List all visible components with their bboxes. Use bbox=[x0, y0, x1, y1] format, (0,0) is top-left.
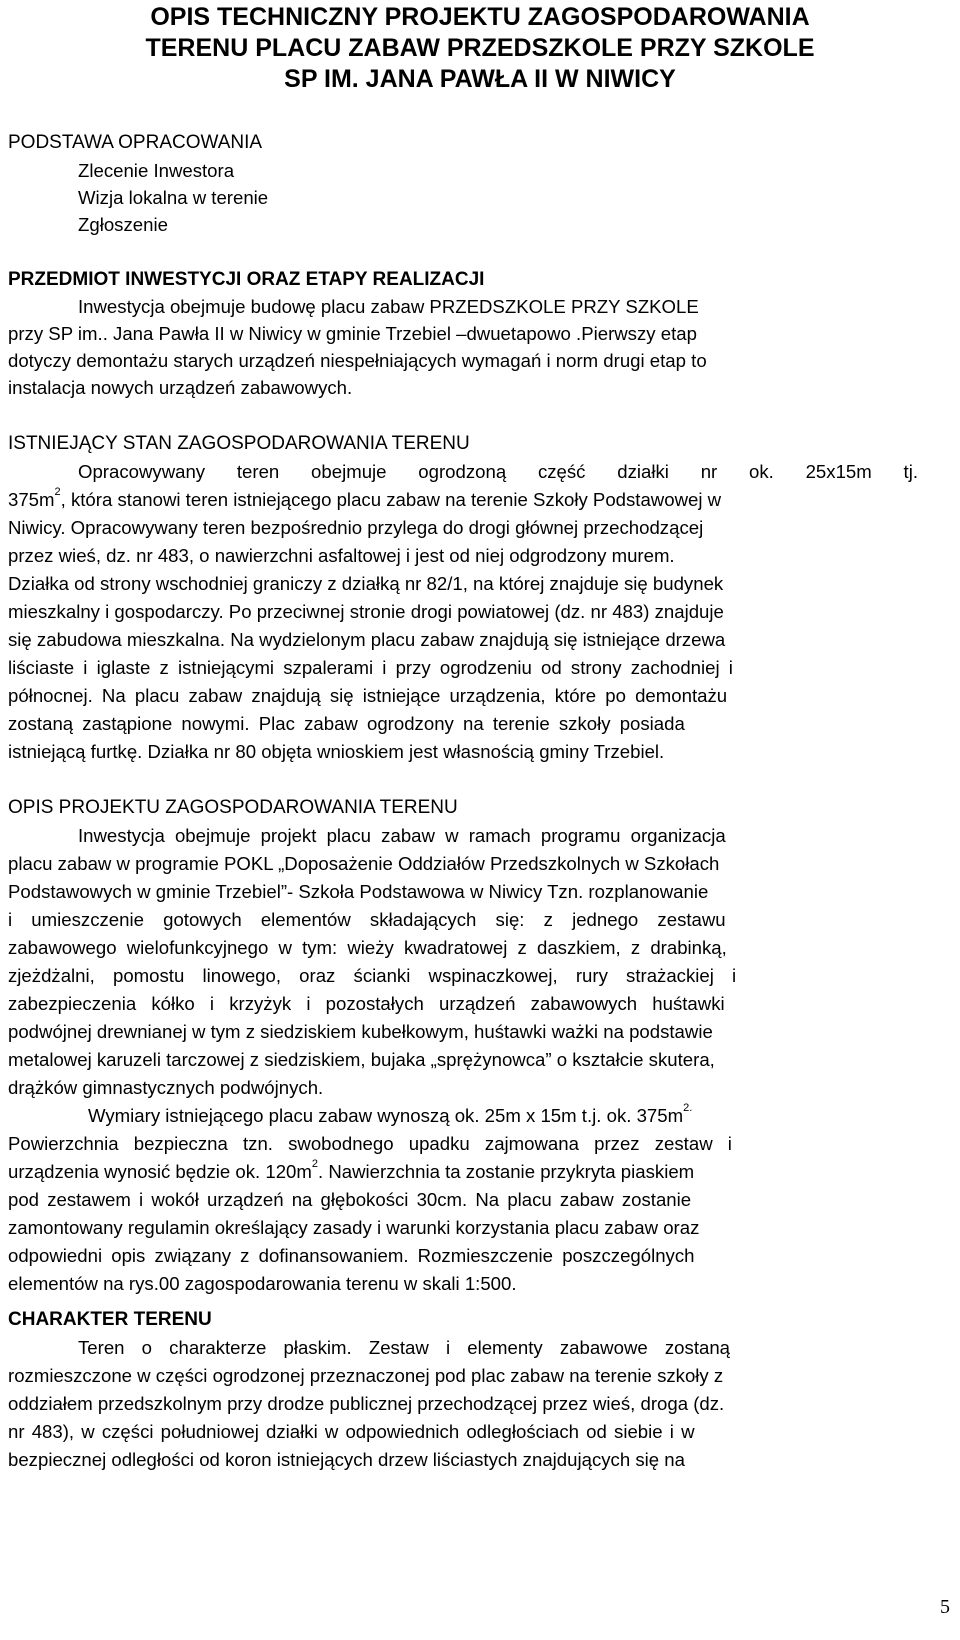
paragraph-line: bezpiecznej odległości od koron istniejących drzew liściastych znajdujących się na bbox=[8, 1449, 685, 1470]
basis-item: Zgłoszenie bbox=[78, 214, 168, 235]
title-line: OPIS TECHNICZNY PROJEKTU ZAGOSPODAROWANIA bbox=[150, 3, 810, 31]
paragraph-line bbox=[88, 1103, 692, 1129]
paragraph-line: Opracowywany teren obejmuje ogrodzoną część działki nr ok. 25x15m tj. bbox=[78, 461, 918, 482]
paragraph-line: dotyczy demontażu starych urządzeń niespełniających wymagań i norm drugi etap to bbox=[8, 350, 707, 371]
basis-item: Wizja lokalna w terenie bbox=[78, 187, 269, 208]
paragraph-line bbox=[8, 1159, 694, 1185]
paragraph-line: instalacja nowych urządzeń zabawowych. bbox=[8, 377, 353, 398]
section-heading-terrain: CHARAKTER TERENU bbox=[8, 1309, 212, 1330]
paragraph-line: i umieszczenie gotowych elementów składających się: z jednego zestawu bbox=[8, 909, 726, 930]
paragraph-line: drążków gimnastycznych podwójnych. bbox=[8, 1077, 324, 1098]
paragraph-text: , która stanowi teren istniejącego placu zabaw na terenie Szkoły Podstawowej w bbox=[60, 489, 722, 510]
section-heading-subject: PRZEDMIOT INWESTYCJI ORAZ ETAPY REALIZACJI bbox=[8, 269, 485, 290]
paragraph-line bbox=[8, 487, 721, 513]
paragraph-line: Niwicy. Opracowywany teren bezpośrednio przylega do drogi głównej przechodzącej bbox=[8, 517, 704, 538]
paragraph-line: placu zabaw w programie POKL „Doposażenie Oddziałów Przedszkolnych w Szkołach bbox=[8, 853, 720, 874]
paragraph-line: zabezpieczenia kółko i krzyżyk i pozostałych urządzeń zabawowych huśtawki bbox=[8, 993, 725, 1014]
paragraph-line: pod zestawem i wokół urządzeń na głębokości 30cm. Na placu zabaw zostanie bbox=[8, 1189, 692, 1210]
paragraph-line: zostaną zastąpione nowymi. Plac zabaw ogrodzony na terenie szkoły posiada bbox=[8, 713, 685, 734]
paragraph-line: rozmieszczone w części ogrodzonej przeznaczonej pod plac zabaw na terenie szkoły z bbox=[8, 1365, 724, 1386]
paragraph-line: zamontowany regulamin określający zasady i warunki korzystania placu zabaw oraz bbox=[8, 1217, 700, 1238]
title-line: SP IM. JANA PAWŁA II W NIWICY bbox=[284, 65, 676, 93]
paragraph-line: Inwestycja obejmuje projekt placu zabaw w ramach programu organizacja bbox=[78, 825, 726, 846]
paragraph-line: nr 483), w części południowej działki w odpowiednich odległościach od siebie i w bbox=[8, 1421, 695, 1442]
paragraph-line: Działka od strony wschodniej graniczy z działką nr 82/1, na której znajduje się budynek bbox=[8, 573, 724, 594]
section-heading-existing-state: ISTNIEJĄCY STAN ZAGOSPODAROWANIA TERENU bbox=[8, 433, 470, 454]
paragraph-line: się zabudowa mieszkalna. Na wydzielonym placu zabaw znajdują się istniejące drzewa bbox=[8, 629, 726, 650]
paragraph-line: liściaste i iglaste z istniejącymi szpalerami i przy ogrodzeniu od strony zachodniej i bbox=[8, 657, 733, 678]
area-value: 375m bbox=[8, 489, 55, 510]
section-heading-basis: PODSTAWA OPRACOWANIA bbox=[8, 132, 263, 153]
superscript: 2. bbox=[683, 1102, 693, 1114]
section-heading-project: OPIS PROJEKTU ZAGOSPODAROWANIA TERENU bbox=[8, 797, 458, 818]
paragraph-line: odpowiedni opis związany z dofinansowaniem. Rozmieszczenie poszczególnych bbox=[8, 1245, 695, 1266]
paragraph-line: zjeżdżalni, pomostu linowego, oraz ścianki wspinaczkowej, rury strażackiej i bbox=[8, 965, 737, 986]
paragraph-line: mieszkalny i gospodarczy. Po przeciwnej stronie drogi powiatowej (dz. nr 483) znajduje bbox=[8, 601, 724, 622]
paragraph-line: przy SP im.. Jana Pawła II w Niwicy w gminie Trzebiel –dwuetapowo .Pierwszy etap bbox=[8, 323, 697, 344]
superscript: 2 bbox=[311, 1158, 318, 1170]
superscript: 2 bbox=[54, 486, 61, 498]
paragraph-text: Wymiary istniejącego placu zabaw wynoszą ok. 25m x 15m t.j. ok. 375m bbox=[88, 1105, 684, 1126]
paragraph-line: Inwestycja obejmuje budowę placu zabaw PRZEDSZKOLE PRZY SZKOLE bbox=[78, 296, 699, 317]
paragraph-line: Powierzchnia bezpieczna tzn. swobodnego upadku zajmowana przez zestaw i bbox=[8, 1133, 732, 1154]
paragraph-text: urządzenia wynosić będzie ok. 120m bbox=[8, 1161, 312, 1182]
paragraph-line: północnej. Na placu zabaw znajdują się istniejące urządzenia, które po demontażu bbox=[8, 685, 728, 706]
paragraph-line: elementów na rys.00 zagospodarowania terenu w skali 1:500. bbox=[8, 1273, 517, 1294]
basis-item: Zlecenie Inwestora bbox=[78, 160, 235, 181]
document-title bbox=[0, 2, 960, 95]
title-line: TERENU PLACU ZABAW PRZEDSZKOLE PRZY SZKOLE bbox=[145, 34, 815, 62]
paragraph-text: . Nawierzchnia ta zostanie przykryta piaskiem bbox=[318, 1161, 695, 1182]
paragraph-line: Teren o charakterze płaskim. Zestaw i elementy zabawowe zostaną bbox=[78, 1337, 731, 1358]
paragraph-line: podwójnej drewnianej w tym z siedziskiem kubełkowym, huśtawki ważki na podstawie bbox=[8, 1021, 713, 1042]
paragraph-line: zabawowego wielofunkcyjnego w tym: wieży kwadratowej z daszkiem, z drabinką, bbox=[8, 937, 727, 958]
paragraph-line: oddziałem przedszkolnym przy drodze publicznej przechodzącej przez wieś, droga (dz. bbox=[8, 1393, 725, 1414]
paragraph-line: Podstawowych w gminie Trzebiel”- Szkoła Podstawowa w Niwicy Tzn. rozplanowanie bbox=[8, 881, 709, 902]
paragraph-line: przez wieś, dz. nr 483, o nawierzchni asfaltowej i jest od niej odgrodzony murem. bbox=[8, 545, 675, 566]
page-number: 5 bbox=[940, 1596, 950, 1618]
paragraph-line: metalowej karuzeli tarczowej z siedziskiem, bujaka „sprężynowca” o kształcie skutera, bbox=[8, 1049, 715, 1070]
paragraph-line: istniejącą furtkę. Działka nr 80 objęta wnioskiem jest własnością gminy Trzebiel. bbox=[8, 741, 665, 762]
